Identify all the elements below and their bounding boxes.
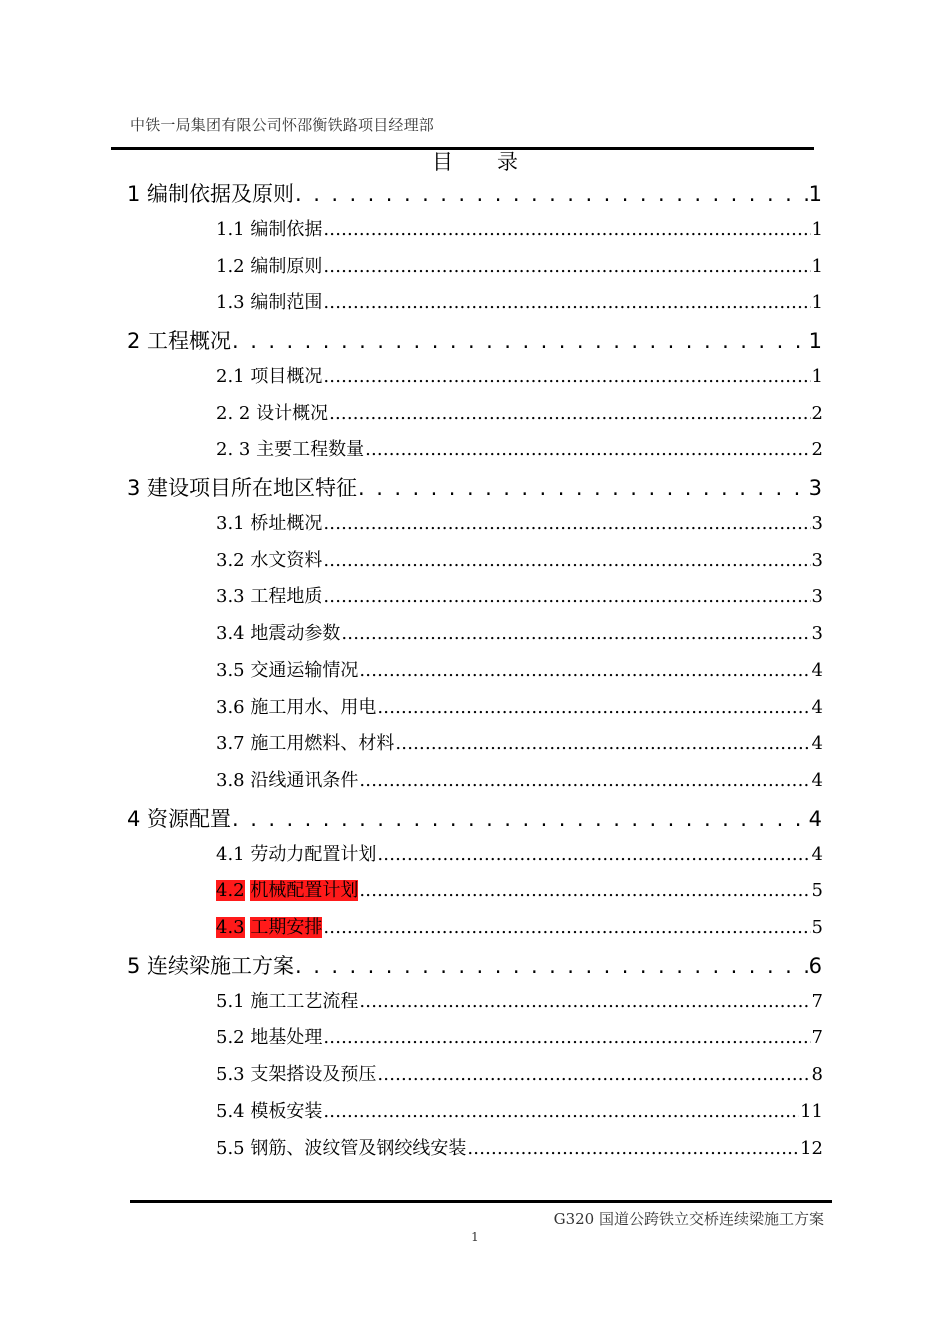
toc-entry-label: 3.7 施工用燃料、材料 xyxy=(216,733,395,755)
toc-entry-level2[interactable] xyxy=(216,509,823,535)
toc-title: 目录 xyxy=(432,150,562,174)
toc-entry-level2[interactable] xyxy=(216,876,823,902)
toc-entry-level1[interactable] xyxy=(127,325,822,355)
toc-entry-label: 5.5 钢筋、波纹管及钢绞线安装 xyxy=(216,1137,467,1159)
dot-leader xyxy=(329,403,810,424)
toc-entry-level2[interactable] xyxy=(216,215,823,241)
footer-rule xyxy=(130,1200,832,1203)
dot-leader xyxy=(323,1101,799,1122)
dot-leader xyxy=(467,1138,799,1159)
toc-entry-level1[interactable] xyxy=(127,803,822,833)
toc-entry-level2[interactable] xyxy=(216,1134,823,1160)
toc-entry-level2[interactable] xyxy=(216,362,823,388)
toc-entry-page: 3 xyxy=(808,476,822,500)
dot-leader xyxy=(323,1027,810,1048)
dot-leader xyxy=(232,329,808,353)
toc-entry-label: 1.3 编制范围 xyxy=(216,292,323,314)
toc-entry-level2[interactable] xyxy=(216,1023,823,1049)
toc-entry-page: 3 xyxy=(811,512,823,534)
header-company: 中铁一局集团有限公司怀邵衡铁路项目经理部 xyxy=(130,116,435,134)
dot-leader xyxy=(323,513,810,534)
dot-leader xyxy=(377,844,810,865)
dot-leader xyxy=(323,219,810,240)
toc-entry-label: 3.6 施工用水、用电 xyxy=(216,696,377,718)
toc-entry-level2[interactable] xyxy=(216,619,823,645)
dot-leader xyxy=(359,991,810,1012)
toc-entry-label: 4.1 劳动力配置计划 xyxy=(216,843,377,865)
toc-entry-page: 11 xyxy=(800,1100,823,1122)
footer-doc-title: G320 国道公跨铁立交桥连续梁施工方案 xyxy=(553,1210,824,1228)
highlight-mark: 机械配置计划 xyxy=(250,880,359,902)
toc-entry-level2[interactable] xyxy=(216,729,823,755)
toc-entry-label: 3 建设项目所在地区特征 xyxy=(127,476,358,500)
dot-leader xyxy=(323,586,810,607)
toc-entry-level1[interactable] xyxy=(127,950,822,980)
toc-entry-label: 2. 3 主要工程数量 xyxy=(216,439,365,461)
toc-entry-label: 3.3 工程地质 xyxy=(216,586,323,608)
toc-entry-label: 3.2 水文资料 xyxy=(216,549,323,571)
toc-entry-label: 2.1 项目概况 xyxy=(216,365,323,387)
toc-entry-label: 4 资源配置 xyxy=(127,806,232,831)
toc-entry-page: 7 xyxy=(811,990,823,1012)
toc-entry-label: 5.3 支架搭设及预压 xyxy=(216,1064,377,1085)
toc-entry-level2[interactable] xyxy=(216,693,823,719)
dot-leader xyxy=(295,182,808,206)
toc-entry-label: 5.4 模板安装 xyxy=(216,1100,323,1122)
toc-entry-level2[interactable] xyxy=(216,399,823,425)
toc-entry-level2[interactable] xyxy=(216,1060,823,1086)
toc-entry-label: 2 工程概况 xyxy=(127,329,232,353)
toc-entry-page: 8 xyxy=(811,1064,823,1085)
toc-entry-page: 6 xyxy=(808,953,822,978)
toc-entry-page: 1 xyxy=(811,292,823,314)
toc-entry-page: 12 xyxy=(800,1137,823,1159)
toc-entry-label: 3.5 交通运输情况 xyxy=(216,659,359,681)
toc-entry-level2[interactable] xyxy=(216,656,823,682)
toc-entry-level1[interactable] xyxy=(127,472,822,502)
toc-entry-level2[interactable] xyxy=(216,1097,823,1123)
toc-entry-label xyxy=(216,913,322,939)
toc-entry-label: 3.4 地震动参数 xyxy=(216,623,341,644)
toc-entry-page: 4 xyxy=(811,733,823,755)
dot-leader xyxy=(358,476,808,500)
toc-entry-label: 1 编制依据及原则 xyxy=(127,182,295,206)
dot-leader xyxy=(377,697,810,718)
toc-entry-page: 5 xyxy=(811,917,823,938)
toc-entry-label: 3.8 沿线通讯条件 xyxy=(216,770,359,791)
toc-entry-page: 5 xyxy=(811,880,823,902)
dot-leader xyxy=(323,292,810,313)
toc-entry-page: 7 xyxy=(811,1027,823,1049)
toc-entry-label: 3.1 桥址概况 xyxy=(216,512,323,534)
dot-leader xyxy=(341,623,810,644)
dot-leader xyxy=(377,1064,810,1085)
toc-entry-page: 4 xyxy=(808,806,822,831)
toc-entry-level2[interactable] xyxy=(216,252,823,278)
toc-entry-label: 5 连续梁施工方案 xyxy=(127,953,295,978)
dot-leader xyxy=(365,439,810,460)
dot-leader xyxy=(323,366,810,387)
toc-entry-level2[interactable] xyxy=(216,288,823,314)
toc-entry-label: 2. 2 设计概况 xyxy=(216,402,329,424)
toc-entry-page: 1 xyxy=(808,329,822,353)
page-number: 1 xyxy=(471,1230,479,1244)
toc-entry-level2[interactable] xyxy=(216,435,823,461)
toc-entry-page: 4 xyxy=(811,843,823,865)
toc-entry-level2[interactable] xyxy=(216,582,823,608)
toc-entry-level2[interactable] xyxy=(216,766,823,792)
toc-entry-page: 1 xyxy=(811,255,823,277)
dot-leader xyxy=(395,733,810,754)
toc-entry-label xyxy=(216,876,358,902)
dot-leader xyxy=(359,880,810,901)
highlight-mark: 4.2 xyxy=(216,880,245,902)
toc-entry-label: 5.2 地基处理 xyxy=(216,1027,323,1049)
highlight-mark: 4.3 xyxy=(216,917,245,938)
dot-leader xyxy=(295,954,808,978)
toc-entry-level2[interactable] xyxy=(216,913,823,939)
dot-leader xyxy=(323,550,810,571)
dot-leader xyxy=(359,660,810,681)
toc-entry-page: 4 xyxy=(811,659,823,681)
toc-entry-page: 2 xyxy=(811,439,823,461)
toc-entry-page: 4 xyxy=(811,696,823,718)
dot-leader xyxy=(323,917,810,938)
toc-entry-page: 1 xyxy=(811,365,823,387)
toc-entry-label: 1.1 编制依据 xyxy=(216,218,323,240)
toc-entry-page: 3 xyxy=(811,586,823,608)
dot-leader xyxy=(232,807,808,831)
dot-leader xyxy=(323,256,810,277)
toc-entry-page: 4 xyxy=(811,770,823,791)
toc-entry-page: 3 xyxy=(811,623,823,644)
toc-entry-page: 3 xyxy=(811,549,823,571)
dot-leader xyxy=(359,770,810,791)
toc-entry-level2[interactable] xyxy=(216,546,823,572)
toc-entry-level1[interactable] xyxy=(127,178,822,208)
toc-entry-label: 5.1 施工工艺流程 xyxy=(216,990,359,1012)
toc-entry-label: 1.2 编制原则 xyxy=(216,255,323,277)
toc-entry-level2[interactable] xyxy=(216,840,823,866)
toc-entry-level2[interactable] xyxy=(216,987,823,1013)
toc-entry-page: 1 xyxy=(808,182,822,206)
toc-entry-page: 2 xyxy=(811,402,823,424)
toc-entry-page: 1 xyxy=(811,218,823,240)
highlight-mark: 工期安排 xyxy=(250,917,323,938)
